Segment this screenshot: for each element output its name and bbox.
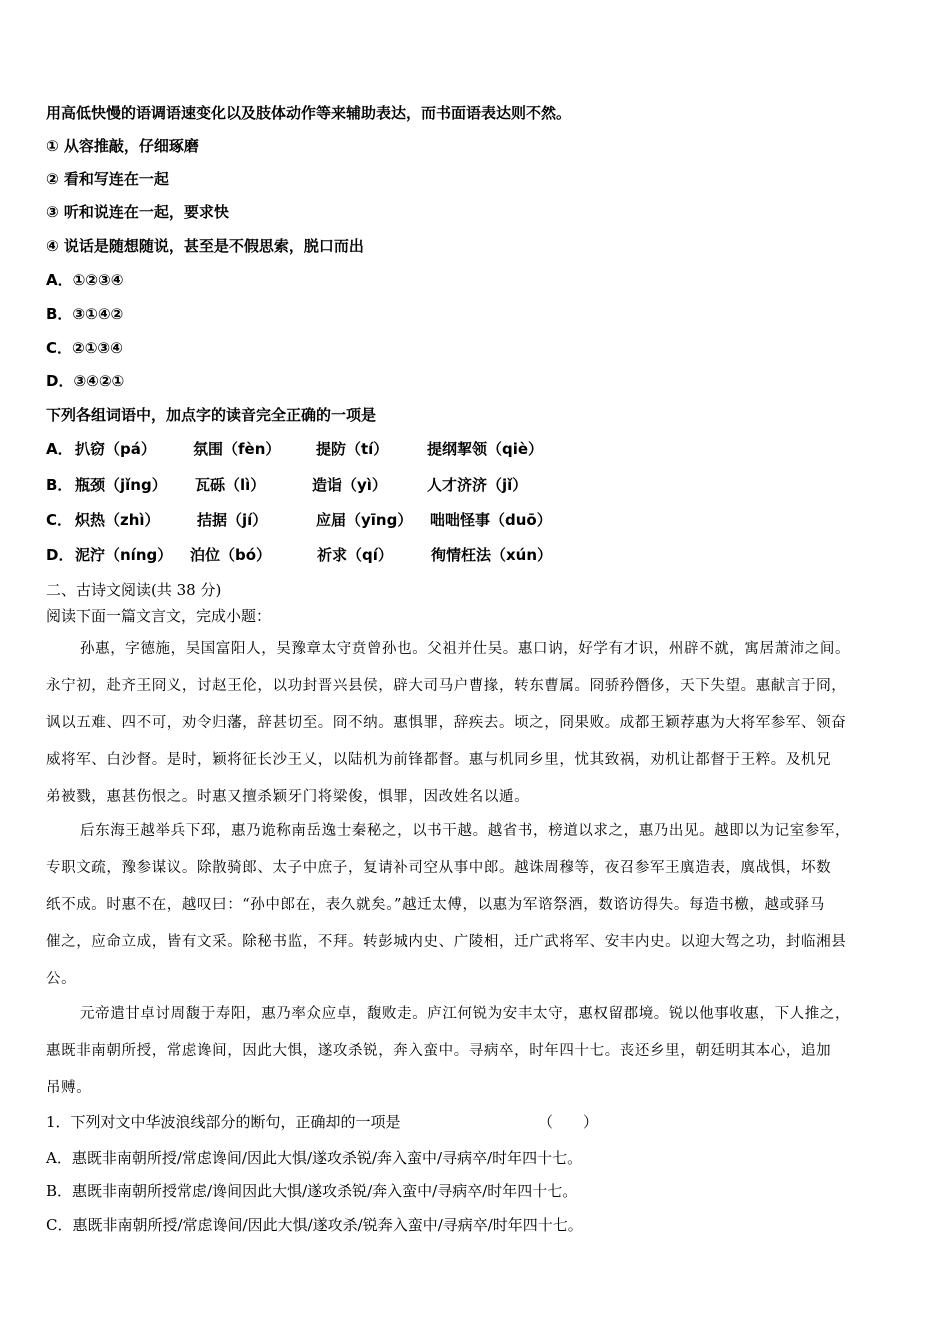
section-instruction: 阅读下面一篇文言文，完成小题： <box>46 607 272 625</box>
passage-line-7: 专职文疏，豫参谋议。除散骑郎、太子中庶子，复请补司空从事中郎。越诛周穆等，夜召参军王廙造表，廙战惧，坏数 <box>46 860 832 876</box>
passage-line-9: 催之，应命立成，皆有文采。除秘书监，不拜。转彭城内史、广陵相，迁广武将军、安丰内史。以迎大驾之功，封临湘县 <box>46 934 847 950</box>
q1-option-a: A．惠既非南朝所授/常虑谗间/因此大惧/遂攻杀锐/奔入蛮中/寻病卒/时年四十七。 <box>46 1149 583 1167</box>
pron-c-word-1: 炽热（zhì） <box>75 511 160 529</box>
pron-c-word-2: 拮据（jí） <box>197 511 268 529</box>
intro-item-3: ③ 听和说连在一起，要求快 <box>46 203 229 221</box>
intro-item-1: ① 从容推敲，仔细琢磨 <box>46 137 199 155</box>
pron-c-label: C． <box>46 511 73 529</box>
intro-item-2: ② 看和写连在一起 <box>46 170 169 188</box>
passage-line-12: 惠既非南朝所授，常虑谗间，因此大惧，遂攻杀锐，奔入蛮中。寻病卒，时年四十七。丧还乡里，朝廷明其本心，追加 <box>46 1043 832 1059</box>
q1-option-c: C．惠既非南朝所授/常虑谗间/因此大惧/遂攻杀/锐奔入蛮中/寻病卒/时年四十七。 <box>46 1216 583 1234</box>
pron-d-word-4: 徇情枉法（xún） <box>431 546 553 564</box>
pron-a-word-2: 氛围（fèn） <box>193 440 281 458</box>
passage-line-6: 后东海王越举兵下邳，惠乃诡称南岳逸士秦秘之，以书干越。越省书，榜道以求之，惠乃出见。越即以为记室参军， <box>80 823 851 839</box>
pron-d-word-1: 泥泞（níng） <box>75 546 173 564</box>
pron-b-word-1: 瓶颈（jǐng） <box>75 476 167 494</box>
passage-line-10: 公。 <box>46 971 77 987</box>
order-option-a: A．①②③④ <box>46 271 124 289</box>
question-1-stem: 1．下列对文中华波浪线部分的断句，正确却的一项是 <box>46 1113 401 1131</box>
passage-line-1: 孙惠，字德施，吴国富阳人，吴豫章太守贲曾孙也。父祖并仕吴。惠口讷，好学有才识，州辟不就，寓居萧沛之间。 <box>80 641 851 657</box>
passage-line-4: 威将军、白沙督。是时，颖将征长沙王乂，以陆机为前锋都督。惠与机同乡里，忧其致祸，劝机让都督于王粹。及机兄 <box>46 752 832 768</box>
pron-d-word-2: 泊位（bó） <box>190 546 272 564</box>
answer-blank: （ ） <box>538 1113 599 1131</box>
pron-c-word-3: 应届（yīng） <box>316 511 413 529</box>
pron-a-word-1: 扒窃（pá） <box>75 440 156 458</box>
order-option-c: C．②①③④ <box>46 339 123 357</box>
pron-d-label: D． <box>46 546 74 564</box>
pron-c-word-4: 咄咄怪事（duō） <box>430 511 552 529</box>
passage-line-11: 元帝遣甘卓讨周馥于寿阳，惠乃率众应卓，馥败走。庐江何锐为安丰太守，惠权留郡境。锐以他事收惠，下人推之， <box>80 1006 851 1022</box>
pron-b-label: B． <box>46 476 73 494</box>
passage-line-13: 吊赙。 <box>46 1080 92 1096</box>
order-option-b: B．③①④② <box>46 305 124 323</box>
passage-line-5: 弟被戮，惠甚伤恨之。时惠又擅杀颖牙门将梁俊，惧罪，因改姓名以遁。 <box>46 789 530 805</box>
order-option-d: D．③④②① <box>46 372 125 390</box>
pron-b-word-3: 造诣（yì） <box>312 476 387 494</box>
intro-item-4: ④ 说话是随想随说，甚至是不假思索，脱口而出 <box>46 237 364 255</box>
passage-line-8: 纸不成。时惠不在，越叹曰：“孙中郎在，表久就矣。”越迁太傅，以惠为军谘祭酒，数谘访得失。每造书檄，越或驿马 <box>46 897 825 913</box>
intro-line: 用高低快慢的语调语速变化以及肢体动作等来辅助表达，而书面语表达则不然。 <box>46 104 572 122</box>
passage-line-2: 永宁初，赴齐王冏义，讨赵王伦，以功封晋兴县侯，辟大司马户曹掾，转东曹属。冏骄矜僭侈，天下失望。惠献言于冏， <box>46 678 847 694</box>
pron-b-word-2: 瓦砾（lì） <box>195 476 266 494</box>
passage-line-3: 讽以五难、四不可，劝令归藩，辞甚切至。冏不纳。惠惧罪，辞疾去。顷之，冏果败。成都王颖荐惠为大将军参军、领奋 <box>46 715 847 731</box>
pron-a-label: A． <box>46 440 73 458</box>
pron-a-word-3: 提防（tí） <box>316 440 389 458</box>
section-title: 二、古诗文阅读(共 38 分) <box>46 581 222 599</box>
pronunciation-question-stem: 下列各组词语中，加点字的读音完全正确的一项是 <box>46 406 377 424</box>
pron-a-word-4: 提纲挈领（qiè） <box>427 440 544 458</box>
pron-b-word-4: 人才济济（jǐ） <box>427 476 528 494</box>
q1-option-b: B．惠既非南朝所授常虑/谗间因此大惧/遂攻杀锐/奔入蛮中/寻病卒/时年四十七。 <box>46 1182 578 1200</box>
pron-d-word-3: 祈求（qí） <box>317 546 393 564</box>
